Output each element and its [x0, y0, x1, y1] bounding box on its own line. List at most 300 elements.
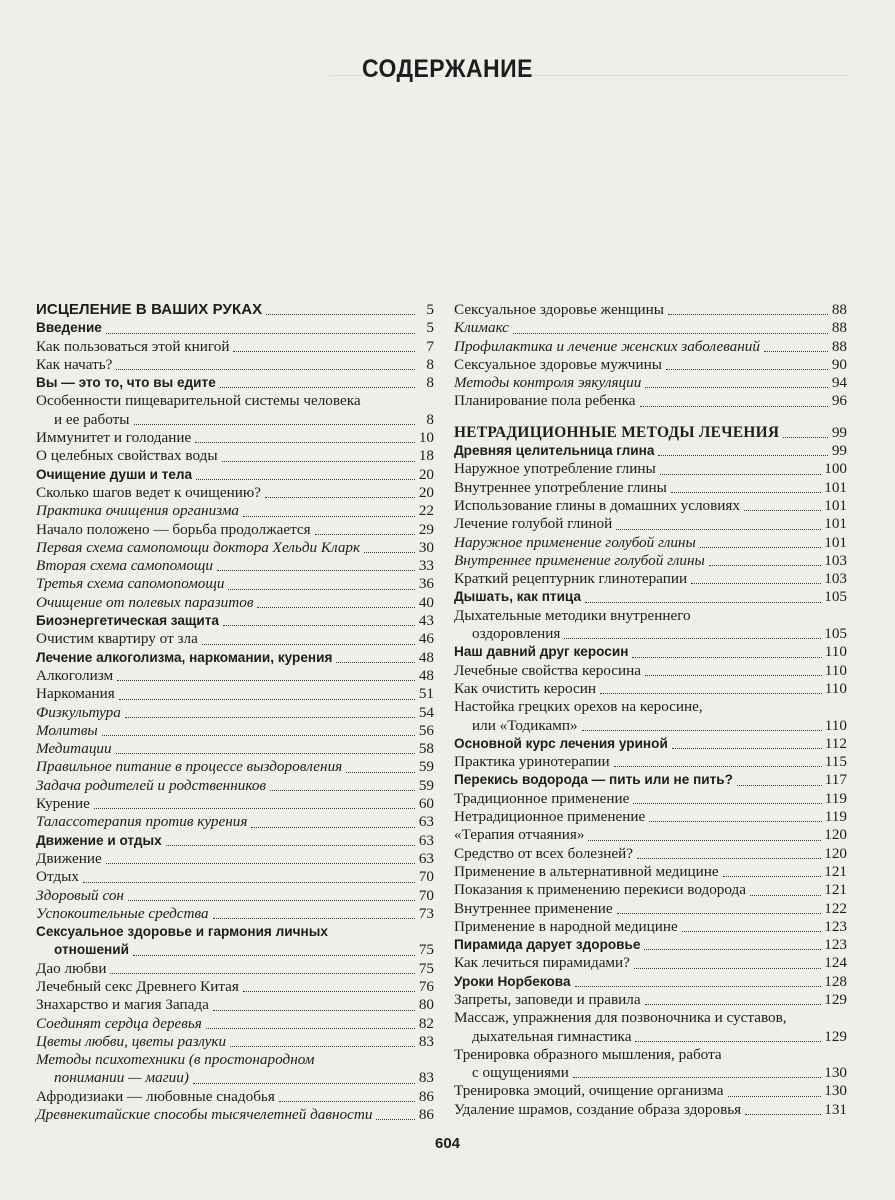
toc-entry	[36, 978, 434, 996]
dot-leader	[223, 625, 415, 626]
dot-leader	[116, 369, 415, 370]
dot-leader	[682, 931, 821, 932]
toc-entry	[454, 991, 847, 1009]
toc-entry	[454, 1082, 847, 1100]
page-title: СОДЕРЖАНИЕ	[362, 55, 533, 83]
toc-entry	[36, 1015, 434, 1033]
toc-entry-label-continued: с ощущениями	[472, 1064, 569, 1082]
toc-entry	[36, 667, 434, 685]
dot-leader	[213, 1010, 415, 1011]
toc-entry-label: Знахарство и магия Запада	[36, 996, 209, 1014]
dot-leader	[117, 680, 415, 681]
dot-leader	[106, 333, 415, 334]
toc-entry-label: Алкоголизм	[36, 666, 114, 684]
toc-entry-label: Нетрадиционное применение	[454, 808, 646, 826]
toc-entry-page: 120	[824, 826, 847, 844]
toc-entry-page: 76	[418, 977, 434, 995]
toc-entry-page: 88	[831, 319, 847, 337]
toc-entry-page: 63	[418, 813, 434, 831]
toc-entry	[36, 832, 434, 850]
toc-entry	[454, 515, 847, 533]
toc-entry-page: 129	[824, 990, 847, 1008]
toc-right-column	[454, 301, 847, 1119]
toc-entry-label: Сексуальное здоровье мужчины	[454, 355, 662, 373]
toc-entry-label: Лечебные свойства керосина	[454, 661, 641, 679]
dot-leader	[133, 955, 415, 956]
toc-entry-page: 101	[824, 515, 847, 533]
toc-entry-page: 86	[418, 1106, 434, 1124]
dot-leader	[228, 589, 415, 590]
toc-entry-page: 59	[418, 758, 434, 776]
toc-entry-label: Планирование пола ребенка	[454, 392, 636, 410]
toc-entry-label: Климакс	[454, 319, 509, 337]
toc-entry-page: 40	[418, 593, 434, 611]
toc-entry-label: Начало положено — борьба продолжается	[36, 520, 311, 538]
toc-entry	[454, 1101, 847, 1119]
toc-entry-label: Основной курс лечения уриной	[454, 735, 668, 751]
toc-entry-label: Афродизиаки — любовные снадобья	[36, 1087, 275, 1105]
toc-section-heading	[454, 424, 847, 442]
toc-entry	[36, 338, 434, 356]
toc-entry-page: 105	[824, 625, 847, 643]
toc-entry-label: Цветы любви, цветы разлуки	[36, 1032, 227, 1050]
toc-entry	[454, 735, 847, 753]
toc-entry-label: Как очистить керосин	[454, 679, 596, 697]
toc-entry	[454, 460, 847, 478]
dot-leader	[119, 699, 415, 700]
toc-entry-page: 121	[824, 881, 847, 899]
toc-entry	[454, 301, 847, 319]
toc-entry-page: 8	[426, 410, 434, 428]
toc-entry	[36, 429, 434, 447]
toc-entry-label: Лечение алкоголизма, наркомании, курения	[36, 649, 333, 665]
toc-entry-label: Биоэнергетическая защита	[36, 613, 219, 629]
dot-leader	[222, 461, 415, 462]
toc-entry-label: Наружное употребление глины	[454, 460, 656, 478]
toc-entry	[36, 685, 434, 703]
toc-entry-page: 10	[418, 429, 434, 447]
dot-leader	[672, 748, 822, 749]
toc-entry	[36, 740, 434, 758]
toc-entry	[36, 521, 434, 539]
toc-entry-page: 5	[426, 301, 434, 318]
dot-leader	[709, 565, 821, 566]
toc-entry-label: Применение в народной медицине	[454, 917, 678, 935]
toc-entry	[454, 662, 847, 680]
dot-leader	[588, 840, 821, 841]
toc-entry-page: 88	[831, 337, 847, 355]
toc-entry-label: Тренировка эмоций, очищение организма	[454, 1082, 724, 1100]
toc-entry-page: 56	[418, 721, 434, 739]
dot-leader	[745, 1114, 821, 1115]
toc-entry-page: 124	[824, 954, 847, 972]
toc-entry-page: 54	[418, 703, 434, 721]
toc-entry-page: 83	[418, 1032, 434, 1050]
toc-entry	[454, 1046, 847, 1083]
toc-entry	[454, 319, 847, 337]
dot-leader	[644, 949, 821, 950]
toc-entry-label: Движение и отдых	[36, 832, 162, 848]
toc-entry-page: 90	[831, 355, 847, 373]
dot-leader	[217, 570, 415, 571]
toc-entry	[454, 753, 847, 771]
dot-leader	[600, 693, 822, 694]
toc-left-column	[36, 301, 434, 1124]
toc-entry	[454, 374, 847, 392]
toc-entry-page: 119	[824, 808, 847, 826]
toc-entry	[36, 905, 434, 923]
toc-entry-label: Перекись водорода — пить или не пить?	[454, 772, 733, 788]
dot-leader	[617, 913, 822, 914]
toc-entry	[454, 771, 847, 789]
toc-entry-label: Вторая схема самопомощи	[36, 557, 213, 575]
toc-entry-page: 43	[418, 612, 434, 630]
dot-leader	[649, 821, 822, 822]
dot-leader	[750, 895, 821, 896]
toc-entry	[454, 607, 847, 644]
toc-entry	[454, 442, 847, 460]
dot-leader	[783, 437, 828, 438]
dot-leader	[279, 1101, 415, 1102]
toc-entry	[454, 918, 847, 936]
toc-entry	[36, 758, 434, 776]
toc-entry-page: 63	[418, 831, 434, 849]
toc-entry	[36, 374, 434, 392]
toc-entry	[36, 557, 434, 575]
dot-leader	[266, 314, 415, 315]
dot-leader	[671, 492, 821, 493]
toc-entry-label: Удаление шрамов, создание образа здоровья	[454, 1100, 742, 1118]
toc-entry-page: 103	[824, 570, 847, 588]
toc-entry-page: 86	[418, 1087, 434, 1105]
toc-entry-label: Древняя целительница глина	[454, 443, 655, 459]
toc-entry-label-continued: и ее работы	[54, 410, 130, 428]
toc-entry-label: Как пользоваться этой книгой	[36, 337, 230, 355]
toc-entry-page: 30	[418, 538, 434, 556]
toc-entry-label: О целебных свойствах воды	[36, 447, 218, 465]
toc-entry-page: 75	[418, 959, 434, 977]
toc-entry-page: 8	[426, 355, 434, 373]
toc-entry-label: Дао любви	[36, 959, 107, 977]
toc-entry-label: Сексуальное здоровье женщины	[454, 301, 664, 318]
toc-entry-label: Успокоительные средства	[36, 904, 209, 922]
toc-entry-page: 105	[824, 588, 847, 606]
toc-entry	[454, 954, 847, 972]
toc-entry-page: 103	[824, 551, 847, 569]
toc-entry	[36, 594, 434, 612]
dot-leader	[513, 333, 828, 334]
toc-entry-label-continued: дыхательная гимнастика	[472, 1027, 632, 1045]
dot-leader	[582, 730, 822, 731]
toc-entry	[454, 552, 847, 570]
dot-leader	[220, 387, 415, 388]
toc-entry	[36, 1051, 434, 1088]
toc-entry-label: Внутреннее употребление глины	[454, 478, 667, 496]
toc-entry-label: Средство от всех болезней?	[454, 844, 633, 862]
toc-entry-label: Пирамида дарует здоровье	[454, 937, 641, 953]
toc-entry-label: Традиционное применение	[454, 789, 630, 807]
dot-leader	[723, 876, 822, 877]
toc-entry-label: Показания к применению перекиси водорода	[454, 881, 747, 899]
dot-leader	[573, 1077, 821, 1078]
toc-entry-label: Медитации	[36, 740, 112, 758]
toc-entry-label: Применение в альтернативной медицине	[454, 862, 719, 880]
toc-entry-label: Наш давний друг керосин	[454, 644, 629, 660]
toc-entry	[454, 845, 847, 863]
toc-entry-page: 101	[824, 533, 847, 551]
toc-entry-label: Методы контроля эякуляции	[454, 374, 642, 392]
toc-entry	[454, 936, 847, 954]
toc-entry-label: Очищение души и тела	[36, 466, 193, 482]
page-number: 604	[434, 1135, 461, 1152]
toc-entry-continuation	[454, 625, 847, 643]
toc-entry-label: Дышать, как птица	[454, 589, 582, 605]
toc-entry-page: 82	[418, 1014, 434, 1032]
dot-leader	[116, 753, 415, 754]
dot-leader	[658, 455, 828, 456]
toc-entry-page: 117	[824, 771, 847, 789]
toc-entry-label: Наружное применение голубой глины	[454, 533, 696, 551]
toc-entry-label: Первая схема самопомощи доктора Хельди Кларк	[36, 538, 361, 556]
dot-leader	[195, 442, 415, 443]
toc-entry-label: Внутреннее применение	[454, 899, 613, 917]
toc-entry	[36, 447, 434, 465]
toc-entry-continuation	[36, 1069, 434, 1087]
toc-entry-continuation	[36, 941, 434, 959]
dot-leader	[666, 369, 828, 370]
toc-entry-page: 36	[418, 575, 434, 593]
toc-entry-label: ИСЦЕЛЕНИЕ В ВАШИХ РУКАХ	[36, 301, 263, 318]
toc-entry	[36, 575, 434, 593]
toc-entry-page: 18	[418, 447, 434, 465]
dot-leader	[106, 863, 415, 864]
toc-entry-page: 99	[831, 423, 847, 441]
toc-entry-page: 51	[418, 685, 434, 703]
toc-entry-page: 70	[418, 868, 434, 886]
toc-entry-page: 129	[824, 1027, 847, 1045]
toc-entry-page: 29	[418, 520, 434, 538]
toc-entry-label: Практика уринотерапии	[454, 753, 610, 771]
toc-entry	[454, 1009, 847, 1046]
toc-entry-page: 101	[824, 478, 847, 496]
dot-leader	[213, 918, 415, 919]
toc-entry	[36, 502, 434, 520]
toc-entry-continuation	[36, 411, 434, 429]
toc-entry-page: 115	[824, 753, 847, 771]
toc-entry	[454, 356, 847, 374]
dot-leader	[230, 1046, 415, 1047]
dot-leader	[633, 803, 821, 804]
toc-entry-page: 120	[824, 844, 847, 862]
toc-entry	[454, 392, 847, 410]
toc-entry-page: 122	[824, 899, 847, 917]
toc-entry-page: 60	[418, 795, 434, 813]
dot-leader	[251, 827, 415, 828]
dot-leader	[668, 314, 828, 315]
toc-entry	[454, 881, 847, 899]
toc-entry	[36, 996, 434, 1014]
dot-leader	[728, 1096, 822, 1097]
dot-leader	[635, 1041, 821, 1042]
dot-leader	[134, 424, 416, 425]
toc-entry-page: 130	[824, 1082, 847, 1100]
toc-entry	[454, 790, 847, 808]
dot-leader	[764, 351, 828, 352]
toc-entry-label: Краткий рецептурник глинотерапии	[454, 570, 688, 588]
toc-entry-page: 73	[418, 904, 434, 922]
toc-entry-label: Курение	[36, 795, 90, 813]
dot-leader	[700, 547, 821, 548]
dot-leader	[83, 882, 415, 883]
dot-leader	[637, 858, 821, 859]
toc-entry	[36, 356, 434, 374]
toc-entry-page: 22	[418, 502, 434, 520]
toc-entry-page: 88	[831, 301, 847, 318]
toc-entry-label: Очистим квартиру от зла	[36, 630, 198, 648]
toc-entry	[454, 698, 847, 735]
toc-entry	[36, 539, 434, 557]
toc-entry	[454, 588, 847, 606]
toc-entry	[454, 534, 847, 552]
toc-entry-label: Уроки Норбекова	[454, 973, 571, 989]
toc-entry	[36, 795, 434, 813]
toc-entry	[36, 960, 434, 978]
toc-entry	[36, 813, 434, 831]
toc-entry-page: 110	[824, 643, 847, 661]
toc-entry-page: 123	[824, 936, 847, 954]
toc-entry-label-continued: понимании — магии)	[54, 1069, 189, 1087]
toc-entry-page: 59	[418, 776, 434, 794]
toc-entry	[454, 338, 847, 356]
toc-entry-label: Наркомания	[36, 685, 115, 703]
toc-entry-page: 119	[824, 789, 847, 807]
dot-leader	[193, 1083, 415, 1084]
dot-leader	[265, 497, 415, 498]
toc-entry	[36, 704, 434, 722]
toc-entry-label: Отдых	[36, 868, 79, 886]
toc-entry-page: 63	[418, 849, 434, 867]
toc-entry	[36, 392, 434, 429]
dot-leader	[243, 516, 415, 517]
toc-entry	[454, 973, 847, 991]
dot-leader	[614, 766, 822, 767]
toc-entry-label: Здоровый сон	[36, 886, 124, 904]
dot-leader	[166, 845, 415, 846]
toc-entry	[36, 868, 434, 886]
section-gap	[454, 411, 847, 424]
toc-entry-page: 46	[418, 630, 434, 648]
toc-entry	[454, 680, 847, 698]
toc-entry-label: Тренировка образного мышления, работа	[454, 1045, 722, 1063]
toc-entry-page: 5	[426, 319, 434, 337]
toc-entry-page: 123	[824, 917, 847, 935]
toc-entry	[36, 1088, 434, 1106]
dot-leader	[575, 986, 822, 987]
toc-entry-label-continued: отношений	[54, 942, 129, 958]
toc-entry-label: Внутреннее применение голубой глины	[454, 551, 705, 569]
dot-leader	[640, 406, 829, 407]
dot-leader	[564, 638, 821, 639]
toc-section-heading	[36, 301, 434, 319]
toc-entry-label: Профилактика и лечение женских заболеваний	[454, 337, 760, 355]
dot-leader	[645, 387, 828, 388]
dot-leader	[645, 1004, 822, 1005]
toc-entry-label: Особенности пищеварительной системы человека	[36, 392, 361, 410]
toc-entry-label: Как лечиться пирамидами?	[454, 954, 630, 972]
toc-entry	[36, 1106, 434, 1124]
toc-entry-label: Методы психотехники (в простонародном	[36, 1051, 315, 1069]
toc-entry	[454, 643, 847, 661]
toc-entry	[36, 466, 434, 484]
toc-entry-label: Массаж, упражнения для позвоночника и суставов,	[454, 1009, 787, 1027]
dot-leader	[737, 785, 822, 786]
toc-entry-page: 130	[824, 1064, 847, 1082]
toc-entry-label: Задача родителей и родственников	[36, 776, 267, 794]
toc-entry-label: Молитвы	[36, 721, 98, 739]
toc-entry	[36, 777, 434, 795]
toc-entry-label: Запреты, заповеди и правила	[454, 990, 641, 1008]
toc-entry	[36, 319, 434, 337]
dot-leader	[202, 644, 415, 645]
toc-entry-label: Настойка грецких орехов на керосине,	[454, 698, 703, 716]
toc-entry-label: Движение	[36, 849, 102, 867]
dot-leader	[744, 510, 821, 511]
toc-entry-page: 100	[824, 460, 847, 478]
toc-entry	[454, 900, 847, 918]
toc-entry-page: 33	[418, 557, 434, 575]
toc-entry-label: Соединят сердца деревья	[36, 1014, 202, 1032]
toc-entry-page: 110	[824, 679, 847, 697]
toc-entry	[36, 850, 434, 868]
toc-entry-page: 20	[418, 483, 434, 501]
toc-entry	[36, 612, 434, 630]
toc-entry-page: 70	[418, 886, 434, 904]
toc-entry-label: Третья схема сапомопомощи	[36, 575, 225, 593]
toc-entry-page: 83	[418, 1069, 434, 1087]
toc-entry	[454, 826, 847, 844]
dot-leader	[257, 607, 415, 608]
toc-entry-label: Талассотерапия против курения	[36, 813, 248, 831]
dot-leader	[645, 675, 822, 676]
toc-entry	[36, 649, 434, 667]
toc-entry-label: Иммунитет и голодание	[36, 429, 192, 447]
toc-entry-label: Дыхательные методики внутреннего	[454, 606, 691, 624]
toc-entry-page: 75	[418, 941, 434, 959]
dot-leader	[336, 662, 415, 663]
toc-entry-page: 128	[824, 972, 847, 990]
toc-entry-page: 58	[418, 740, 434, 758]
toc-entry-page: 80	[418, 996, 434, 1014]
toc-entry	[36, 722, 434, 740]
dot-leader	[585, 602, 821, 603]
dot-leader	[125, 717, 415, 718]
toc-entry-label-continued: оздоровления	[472, 625, 561, 643]
dot-leader	[364, 552, 415, 553]
toc-entry-page: 8	[426, 374, 434, 392]
toc-entry-page: 94	[831, 374, 847, 392]
dot-leader	[660, 474, 822, 475]
toc-entry-continuation	[454, 717, 847, 735]
toc-entry-continuation	[454, 1064, 847, 1082]
toc-entry-page: 20	[418, 465, 434, 483]
toc-entry-label: Физкультура	[36, 703, 121, 721]
dot-leader	[270, 790, 415, 791]
toc-entry	[36, 484, 434, 502]
toc-entry	[36, 630, 434, 648]
toc-entry-page: 96	[831, 392, 847, 410]
toc-entry-label: НЕТРАДИЦИОННЫЕ МЕТОДЫ ЛЕЧЕНИЯ	[454, 423, 780, 441]
toc-entry-page: 110	[824, 661, 847, 679]
